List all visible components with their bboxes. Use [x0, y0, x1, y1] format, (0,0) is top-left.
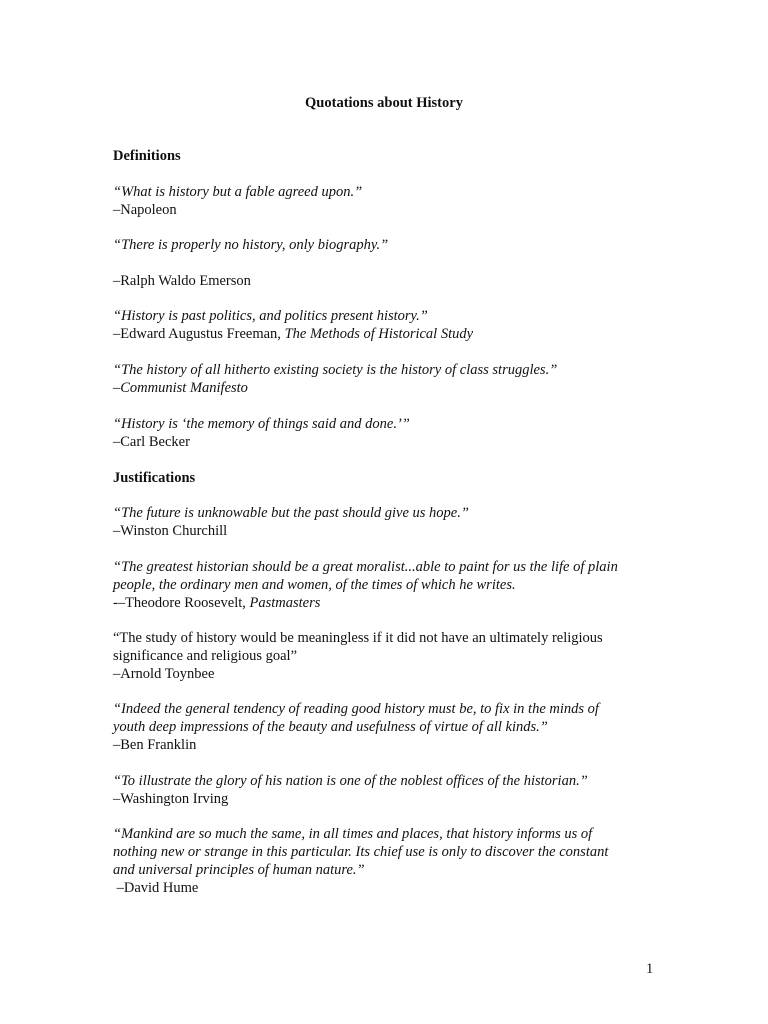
quote-text-line: youth deep impressions of the beauty and usefulness of virtue of all kinds.”: [113, 719, 548, 735]
quote-text: “The history of all hitherto existing society is the history of class struggles.”: [113, 362, 558, 378]
quote-author: –Ben Franklin: [113, 737, 197, 753]
quote-author: -–Theodore Roosevelt,: [113, 595, 250, 611]
quote-text-line: “The greatest historian should be a great moralist...able to paint for us the life of plain: [113, 559, 618, 575]
quote-author: –Napoleon: [113, 202, 177, 218]
quote-author-line: [113, 325, 673, 343]
quote-text: “The future is unknowable but the past should give us hope.”: [113, 505, 469, 521]
quote-text: “To illustrate the glory of his nation is one of the noblest offices of the historian.”: [113, 773, 588, 789]
quote-text: “What is history but a fable agreed upon.”: [113, 184, 363, 200]
quote-text-line: “Indeed the general tendency of reading good history must be, to fix in the minds of: [113, 701, 599, 717]
quote-text-line: “Mankind are so much the same, in all times and places, that history informs us of: [113, 826, 593, 842]
quote-text-line: significance and religious goal”: [113, 648, 298, 664]
quote-text: “There is properly no history, only biography.”: [113, 237, 389, 253]
page-number: 1: [646, 961, 654, 977]
quote-text-line: “The study of history would be meaningless if it did not have an ultimately religious: [113, 630, 603, 646]
section-heading-definitions: Definitions: [113, 148, 181, 164]
quote-author: –Edward Augustus Freeman,: [113, 326, 285, 342]
quote-text-line: and universal principles of human nature.”: [113, 862, 365, 878]
quote-work-title: The Methods of Historical Study: [284, 326, 474, 342]
quote-author: –Winston Churchill: [113, 523, 228, 539]
quote-text-line: nothing new or strange in this particular. Its chief use is only to discover the constant: [113, 844, 609, 860]
quote-text: “History is past politics, and politics present history.”: [113, 308, 428, 324]
quote-author: –Arnold Toynbee: [113, 666, 215, 682]
quote-author-line: [113, 594, 673, 612]
quote-text-line: people, the ordinary men and women, of the times of which he writes.: [113, 577, 516, 593]
quote-author: –Ralph Waldo Emerson: [113, 273, 251, 289]
page-title: Quotations about History: [305, 95, 463, 111]
quote-author: –Carl Becker: [113, 434, 190, 450]
quote-work-title: Pastmasters: [249, 595, 321, 611]
quote-text: “History is ‘the memory of things said and done.’”: [113, 416, 410, 432]
section-heading-justifications: Justifications: [113, 470, 196, 486]
quote-author: –Communist Manifesto: [113, 380, 248, 396]
quote-author: –Washington Irving: [113, 791, 229, 807]
quote-author: –David Hume: [113, 880, 199, 896]
